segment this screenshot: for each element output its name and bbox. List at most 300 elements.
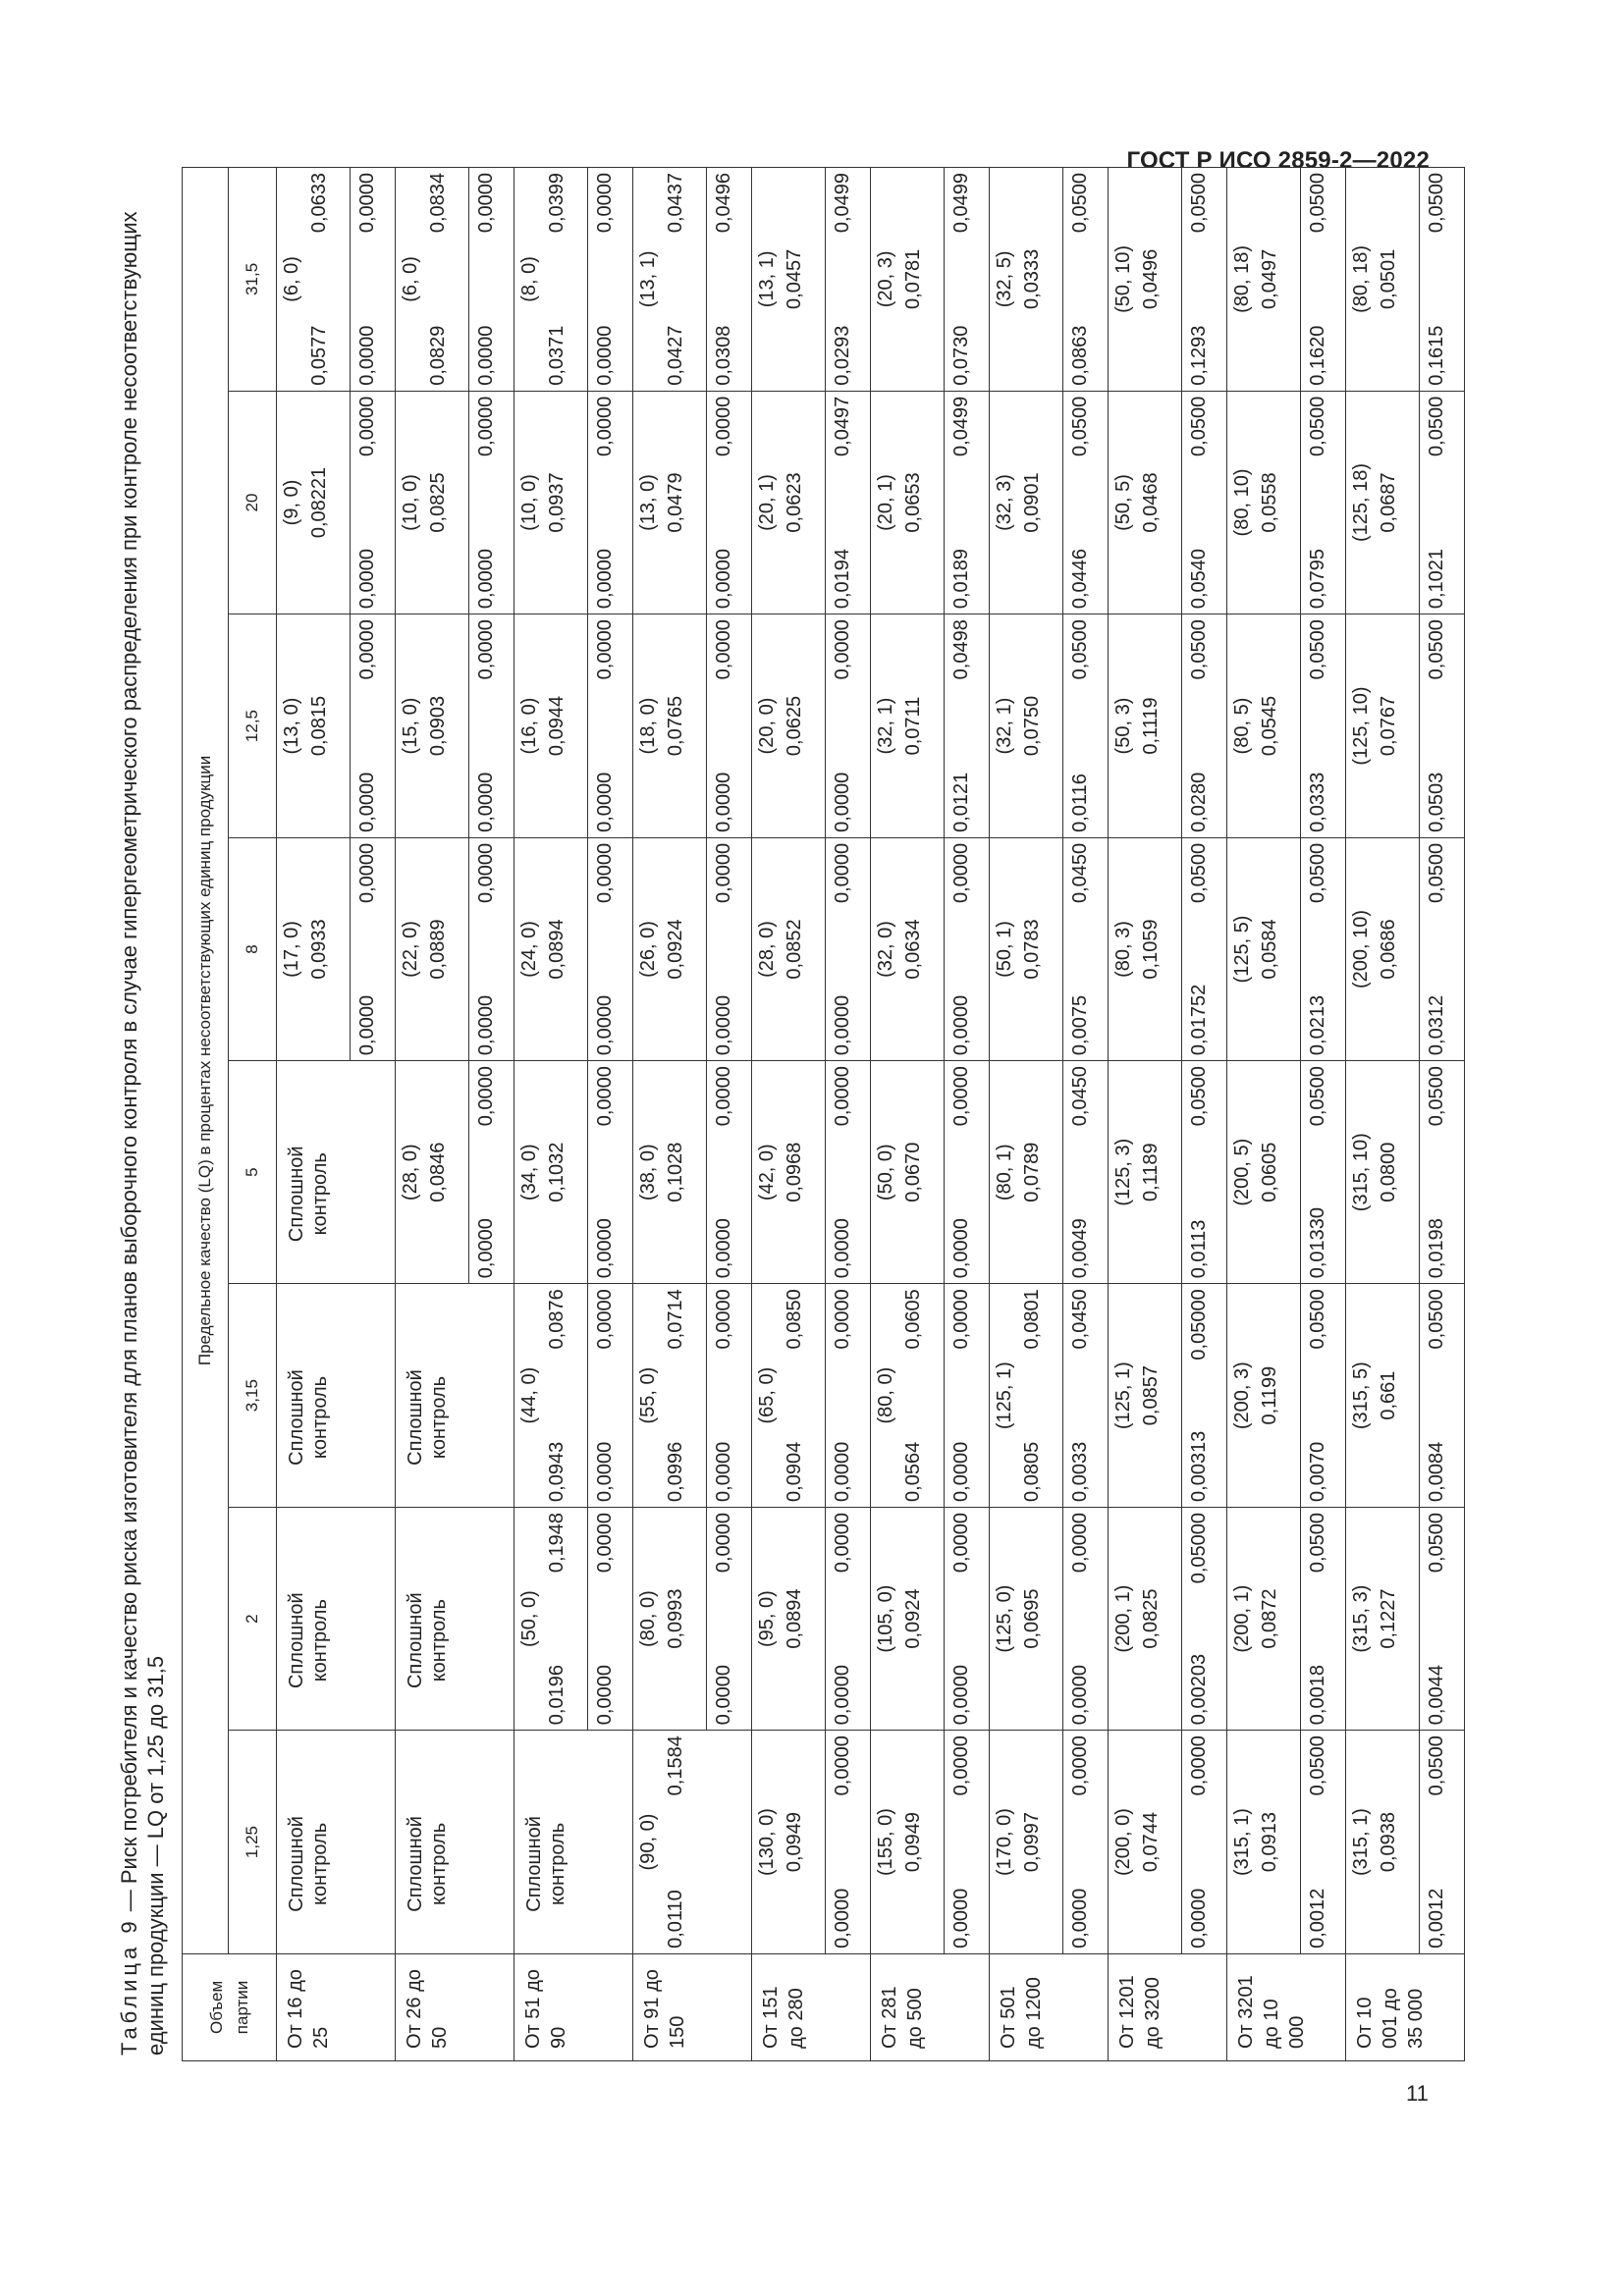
producer-risk-values	[1181, 614, 1215, 837]
consumer-risk-value: 0,0894	[546, 919, 568, 980]
table-cell	[752, 1731, 871, 1954]
producer-risk-quality: 0,0000	[949, 1218, 972, 1279]
producer-risk-quality: 0,0121	[949, 772, 972, 832]
table-row	[277, 168, 396, 2061]
table-cell	[633, 1731, 752, 1954]
lq-column-header: 5	[229, 1061, 277, 1284]
producer-risk-quality: 0,0000	[474, 772, 497, 832]
table-cell	[277, 1507, 396, 1730]
producer-risk: 0,0500	[1306, 1066, 1328, 1127]
lq-column-header: 8	[229, 837, 277, 1060]
producer-risk-quality: 0,0308	[712, 325, 734, 386]
producer-risk-quality: 0,0503	[1425, 772, 1447, 832]
lq-column-header: 31,5	[229, 168, 277, 392]
producer-risk-values	[1419, 168, 1452, 391]
sampling-plan: (50, 1)	[994, 921, 1015, 978]
lot-size-label: От 501 до 1200	[990, 1953, 1109, 2060]
producer-risk: 0,0000	[474, 173, 497, 234]
consumer-risk-value: 0,0938	[1378, 1811, 1399, 1873]
sampling-plan: (315, 1)	[1350, 1808, 1372, 1877]
producer-risk-values	[825, 1731, 858, 1953]
producer-risk-quality: 0,0075	[1068, 994, 1091, 1056]
table-cell	[1346, 391, 1465, 614]
cell-content	[752, 614, 858, 837]
consumer-risk-value: 0,0427	[665, 325, 686, 386]
table-cell	[752, 391, 871, 614]
table-cell	[871, 1284, 990, 1508]
sampling-plan: (315, 1)	[1231, 1808, 1253, 1877]
producer-risk-values	[350, 838, 383, 1060]
full-inspection-text: Сплошной контроль	[405, 1369, 450, 1466]
lot-size-label: От 91 до 150	[633, 1953, 752, 2060]
lot-size-header: Объем партии	[183, 1953, 277, 2060]
producer-risk: 0,0500	[1306, 1512, 1328, 1574]
sampling-plan: (105, 0)	[875, 1584, 896, 1653]
producer-risk-values	[1419, 1284, 1452, 1507]
producer-risk-quality: 0,0293	[831, 325, 853, 386]
consumer-risk-value: 0,0904	[784, 1441, 805, 1502]
producer-risk: 0,0000	[831, 842, 853, 904]
producer-risk-quality: 0,0000	[831, 1888, 853, 1949]
consumer-risk-value: 0,0670	[902, 1142, 924, 1202]
table-cell	[277, 837, 396, 1060]
producer-risk: 0,0000	[831, 1735, 853, 1796]
producer-risk: 0,0000	[474, 842, 497, 904]
lot-size-label: От 10 001 до 35 000	[1346, 1953, 1465, 2060]
producer-risk-values	[706, 168, 739, 391]
table-cell	[871, 837, 990, 1060]
table-cell	[752, 837, 871, 1060]
cell-content	[277, 392, 383, 614]
producer-risk-quality: 0,0070	[1306, 1441, 1328, 1502]
producer-risk: 0,0500	[1306, 619, 1328, 680]
producer-risk: 0,0500	[1187, 173, 1210, 234]
producer-risk: 0,0499	[949, 396, 972, 456]
cell-content	[277, 1061, 383, 1283]
table-cell	[277, 1061, 396, 1284]
cell-content	[1227, 1061, 1333, 1283]
risk-values	[663, 1731, 688, 1953]
producer-risk-quality: 0,0333	[1306, 772, 1328, 832]
cell-content	[871, 168, 977, 391]
cell-content	[514, 838, 621, 1060]
cell-content	[752, 392, 858, 614]
producer-risk-quality: 0,0000	[712, 1665, 734, 1726]
producer-risk-quality: 0,0863	[1068, 325, 1091, 386]
producer-risk-values	[1300, 392, 1333, 614]
producer-risk-quality: 0,0446	[1068, 549, 1091, 610]
producer-risk-quality: 0,0012	[1306, 1888, 1328, 1949]
producer-risk: 0,0000	[712, 619, 734, 680]
table-cell	[514, 837, 633, 1060]
producer-risk: 0,0000	[1068, 1735, 1091, 1796]
producer-risk-values	[1300, 614, 1333, 837]
sampling-plan: (17, 0)	[281, 921, 302, 978]
producer-risk-quality: 0,0000	[831, 1218, 853, 1279]
producer-risk-quality: 0,0000	[474, 1218, 497, 1279]
caption-lead: Таблица 9	[117, 1917, 141, 2056]
consumer-risk-value-2: 0,0605	[902, 1289, 924, 1350]
table-row	[396, 168, 514, 2061]
consumer-risk-value: 0,0371	[546, 325, 568, 386]
producer-risk-quality: 0,0044	[1425, 1665, 1447, 1726]
cell-content	[871, 1061, 977, 1283]
producer-risk: 0,0500	[1306, 396, 1328, 456]
producer-risk-values	[1181, 168, 1215, 391]
sampling-plan: (125, 3)	[1112, 1138, 1134, 1206]
producer-risk: 0,0000	[593, 1512, 616, 1574]
producer-risk-quality: 0,0033	[1068, 1441, 1091, 1502]
table-row	[1227, 168, 1346, 2061]
consumer-risk-value: 0,0623	[784, 472, 805, 533]
table-cell	[990, 1284, 1109, 1508]
table-cell	[396, 391, 514, 614]
consumer-risk-value: 0,0634	[902, 919, 924, 980]
producer-risk-values	[944, 1508, 977, 1730]
sampling-plan: (13, 1)	[756, 250, 778, 308]
sampling-plan: (65, 0)	[756, 1366, 778, 1424]
producer-risk-quality: 0,0000	[949, 1888, 972, 1949]
producer-risk: 0,0500	[1306, 173, 1328, 234]
producer-risk-values	[1300, 838, 1333, 1060]
producer-risk: 0,0498	[949, 619, 972, 680]
producer-risk: 0,0000	[593, 396, 616, 456]
consumer-risk-value: 0,0110	[665, 1890, 686, 1949]
table-cell	[1109, 614, 1227, 838]
consumer-risk-value: 0,1032	[546, 1142, 568, 1202]
producer-risk: 0,0000	[593, 1066, 616, 1127]
producer-risk-values	[1419, 392, 1452, 614]
producer-risk: 0,0000	[712, 842, 734, 904]
table-row	[871, 168, 990, 2061]
rotated-content	[108, 167, 1447, 2081]
lq-group-header: Предельное качество (LQ) в процентах несоответствующих единиц продукции	[183, 168, 229, 1954]
risk-values	[1019, 1284, 1045, 1507]
risk-values	[544, 1508, 569, 1730]
producer-risk: 0,0000	[712, 1066, 734, 1127]
lot-size-label: От 281 до 500	[871, 1953, 990, 2060]
producer-risk-quality: 0,0000	[355, 772, 378, 832]
consumer-risk-value: 0,0825	[427, 472, 449, 533]
sampling-plan: (80, 0)	[637, 1590, 659, 1647]
producer-risk-values	[587, 392, 621, 614]
cell-content	[514, 1731, 621, 1953]
producer-risk-quality: 0,0795	[1306, 549, 1328, 610]
cell-content	[752, 1508, 858, 1730]
table-cell	[990, 837, 1109, 1060]
producer-risk-quality: 0,0000	[593, 1441, 616, 1502]
producer-risk: 0,0500	[1425, 619, 1447, 680]
producer-risk: 0,0000	[593, 619, 616, 680]
cell-content	[1109, 838, 1215, 1060]
producer-risk-quality: 0,0000	[949, 994, 972, 1056]
cell-content	[277, 1284, 383, 1507]
producer-risk-quality: 0,0000	[831, 1665, 853, 1726]
sampling-plan: (20, 1)	[875, 474, 896, 531]
table-cell	[514, 168, 633, 392]
cell-content	[1227, 1284, 1333, 1507]
table-cell	[633, 1507, 752, 1730]
cell-content	[514, 1061, 621, 1283]
consumer-risk-value: 0,1227	[1378, 1588, 1399, 1649]
producer-risk-values	[1062, 1731, 1096, 1953]
cell-content	[1109, 1284, 1215, 1507]
consumer-risk-value-2: 0,1584	[665, 1735, 686, 1796]
consumer-risk-value-2: 0,0437	[665, 173, 686, 234]
producer-risk-quality: 0,1021	[1425, 549, 1447, 610]
producer-risk-values	[825, 1061, 858, 1283]
lot-size-label: От 151 до 280	[752, 1953, 871, 2060]
producer-risk: 0,0000	[831, 1066, 853, 1127]
table-cell	[396, 168, 514, 392]
producer-risk-quality: 0,0000	[474, 549, 497, 610]
consumer-risk-value: 0,0765	[665, 695, 686, 757]
table-cell	[990, 614, 1109, 838]
table-cell	[514, 391, 633, 614]
producer-risk-quality: 0,1293	[1187, 325, 1210, 386]
cell-content	[752, 1061, 858, 1283]
producer-risk: 0,0000	[474, 1066, 497, 1127]
page-number: 11	[1406, 2081, 1429, 2106]
producer-risk-quality: 0,0018	[1306, 1665, 1328, 1726]
sampling-plan: (80, 0)	[875, 1366, 896, 1424]
producer-risk: 0,0450	[1068, 842, 1091, 904]
producer-risk-values	[1300, 1508, 1333, 1730]
cell-content	[277, 1731, 383, 1953]
consumer-risk-value: 0,0933	[308, 919, 330, 980]
table-cell	[514, 1284, 633, 1508]
consumer-risk-value: 0,0949	[902, 1811, 924, 1873]
producer-risk-quality: 0,01752	[1187, 984, 1210, 1056]
table-cell	[514, 1061, 633, 1284]
table-cell	[1346, 1731, 1465, 1954]
producer-risk-values	[350, 614, 383, 837]
producer-risk-quality: 0,0000	[474, 994, 497, 1056]
producer-risk: 0,0000	[831, 1289, 853, 1350]
cell-content	[1346, 1284, 1452, 1507]
table-cell	[1346, 168, 1465, 392]
risk-values	[900, 1284, 926, 1507]
table-cell	[1109, 1507, 1227, 1730]
consumer-risk-value: 0,1199	[1259, 1365, 1280, 1425]
table-cell	[990, 1731, 1109, 1954]
cell-content	[277, 168, 383, 391]
sampling-plan: (315, 3)	[1350, 1584, 1372, 1653]
producer-risk-quality: 0,0000	[593, 1218, 616, 1279]
lot-size-label: От 1201 до 3200	[1109, 1953, 1227, 2060]
full-inspection-text: Сплошной контроль	[405, 1816, 450, 1912]
cell-content	[990, 614, 1096, 837]
table-cell	[752, 1284, 871, 1508]
lq-header-row	[229, 168, 277, 2061]
producer-risk-values	[468, 838, 502, 1060]
producer-risk: 0,0000	[1068, 1512, 1091, 1574]
producer-risk-quality: 0,0000	[712, 1441, 734, 1502]
sampling-plan: (155, 0)	[875, 1808, 896, 1877]
sampling-plan: (315, 5)	[1350, 1362, 1372, 1430]
cell-content	[514, 392, 621, 614]
consumer-risk-value: 0,0815	[308, 695, 330, 757]
table-cell	[277, 1731, 396, 1954]
producer-risk-values	[944, 1284, 977, 1507]
consumer-risk-value: 0,0913	[1259, 1811, 1280, 1873]
sampling-plan: (125, 1)	[1112, 1362, 1134, 1430]
consumer-risk-value: 0,0903	[427, 695, 449, 757]
producer-risk-quality: 0,01330	[1306, 1206, 1328, 1279]
producer-risk: 0,0500	[1068, 396, 1091, 456]
cell-content	[396, 838, 502, 1060]
lq-column-header: 1,25	[229, 1731, 277, 1954]
producer-risk: 0,0500	[1068, 619, 1091, 680]
producer-risk: 0,0500	[1187, 619, 1210, 680]
table-cell	[871, 1731, 990, 1954]
cell-content	[1227, 1508, 1333, 1730]
cell-content	[990, 1061, 1096, 1283]
producer-risk: 0,05000	[1187, 1512, 1210, 1584]
producer-risk-values	[944, 392, 977, 614]
sampling-plan: (80, 3)	[1112, 921, 1134, 978]
table-cell	[277, 1284, 396, 1508]
producer-risk: 0,0000	[949, 1289, 972, 1350]
producer-risk: 0,0000	[712, 1289, 734, 1350]
producer-risk-quality: 0,0084	[1425, 1441, 1447, 1502]
consumer-risk-value: 0,0783	[1021, 919, 1043, 980]
sampling-plan: (55, 0)	[637, 1366, 659, 1424]
cell-content	[1109, 168, 1215, 391]
table-cell	[1109, 1731, 1227, 1954]
risk-values	[782, 1284, 807, 1507]
cell-content	[871, 1508, 977, 1730]
table-cell	[1227, 1061, 1346, 1284]
cell-content	[633, 168, 739, 391]
lot-size-label: От 51 до 90	[514, 1953, 633, 2060]
cell-content	[1346, 1061, 1452, 1283]
consumer-risk-value: 0,1119	[1140, 697, 1162, 755]
cell-content	[1227, 168, 1333, 391]
producer-risk-quality: 0,0000	[712, 1218, 734, 1279]
table-cell	[1346, 1284, 1465, 1508]
cell-content	[1109, 1731, 1215, 1953]
consumer-risk-value: 0,0857	[1140, 1365, 1162, 1426]
sampling-plan: (13, 0)	[281, 697, 302, 755]
producer-risk: 0,0000	[355, 619, 378, 680]
producer-risk-values	[1300, 1731, 1333, 1953]
sampling-plan: (200, 0)	[1112, 1808, 1134, 1877]
cell-content	[990, 1508, 1096, 1730]
sampling-plan: (200, 3)	[1231, 1362, 1253, 1430]
cell-content	[1346, 614, 1452, 837]
table-cell	[871, 1061, 990, 1284]
cell-content	[871, 1731, 977, 1953]
full-inspection-text: Сплошной контроль	[286, 1146, 331, 1243]
table-caption	[116, 190, 169, 2056]
consumer-risk-value-2: 0,0850	[784, 1289, 805, 1350]
sampling-plan: (32, 1)	[875, 697, 896, 755]
table-row	[633, 168, 752, 2061]
cell-content	[633, 1508, 739, 1730]
producer-risk: 0,0000	[593, 1289, 616, 1350]
producer-risk: 0,0000	[949, 1512, 972, 1574]
sampling-plan: (28, 0)	[756, 921, 778, 978]
producer-risk-values	[1062, 1284, 1096, 1507]
consumer-risk-value: 0,0846	[427, 1142, 449, 1202]
consumer-risk-value: 0,0943	[546, 1441, 568, 1502]
consumer-risk-value: 0,0997	[1021, 1811, 1043, 1873]
producer-risk-values	[825, 392, 858, 614]
producer-risk-quality: 0,0000	[949, 1441, 972, 1502]
consumer-risk-value: 0,0497	[1259, 248, 1280, 309]
table-cell	[1346, 614, 1465, 838]
sampling-plan: (13, 0)	[637, 474, 659, 531]
full-inspection-text: Сплошной контроль	[523, 1816, 568, 1912]
table-cell	[277, 391, 396, 614]
cell-content	[396, 1731, 502, 1953]
consumer-risk-value: 0,0996	[665, 1441, 686, 1502]
sampling-plan: (130, 0)	[756, 1808, 778, 1877]
sampling-plan: (90, 0)	[637, 1813, 659, 1871]
table-cell	[514, 614, 633, 838]
risk-values	[544, 1284, 569, 1507]
consumer-risk-value: 0,0695	[1021, 1588, 1043, 1649]
table-cell	[633, 168, 752, 392]
producer-risk: 0,0496	[712, 173, 734, 234]
sampling-plan: (32, 3)	[994, 474, 1015, 531]
consumer-risk-value: 0,0944	[546, 695, 568, 757]
table-cell	[990, 168, 1109, 392]
cell-content	[752, 168, 858, 391]
table-cell	[277, 168, 396, 392]
consumer-risk-value: 0,0468	[1140, 472, 1162, 533]
producer-risk-quality: 0,0312	[1425, 994, 1447, 1056]
cell-content	[871, 838, 977, 1060]
consumer-risk-value: 0,1189	[1140, 1143, 1162, 1202]
sampling-plan: (32, 1)	[994, 697, 1015, 755]
table-cell	[396, 1061, 514, 1284]
cell-content	[396, 168, 502, 391]
producer-risk: 0,0500	[1187, 396, 1210, 456]
producer-risk-quality: 0,0049	[1068, 1218, 1091, 1279]
cell-content	[1109, 1061, 1215, 1283]
risk-values	[544, 168, 569, 391]
table-cell	[1346, 1061, 1465, 1284]
table-cell	[1346, 837, 1465, 1060]
consumer-risk-value: 0,0686	[1378, 919, 1399, 980]
producer-risk-quality: 0,0540	[1187, 549, 1210, 610]
consumer-risk-value: 0,0545	[1259, 695, 1280, 757]
consumer-risk-value: 0,0968	[784, 1142, 805, 1202]
consumer-risk-value: 0,0781	[902, 248, 924, 309]
sampling-plan: (44, 0)	[518, 1366, 540, 1424]
producer-risk-quality: 0,0000	[1068, 1665, 1091, 1726]
table-cell	[1227, 391, 1346, 614]
sampling-plan: (125, 5)	[1231, 915, 1253, 984]
table-cell	[396, 837, 514, 1060]
producer-risk-values	[1419, 1061, 1452, 1283]
cell-content	[633, 1731, 739, 1953]
table-cell	[633, 1061, 752, 1284]
table-cell	[1227, 837, 1346, 1060]
producer-risk-quality: 0,0000	[1187, 1888, 1210, 1949]
producer-risk: 0,0500	[1187, 842, 1210, 904]
table-cell	[1346, 1507, 1465, 1730]
table-cell	[1227, 614, 1346, 838]
sampling-plan: (50, 0)	[518, 1590, 540, 1647]
cell-content	[396, 392, 502, 614]
table-cell	[990, 1507, 1109, 1730]
producer-risk: 0,0500	[1306, 842, 1328, 904]
producer-risk-quality: 0,00203	[1187, 1653, 1210, 1726]
producer-risk: 0,0000	[949, 1066, 972, 1127]
